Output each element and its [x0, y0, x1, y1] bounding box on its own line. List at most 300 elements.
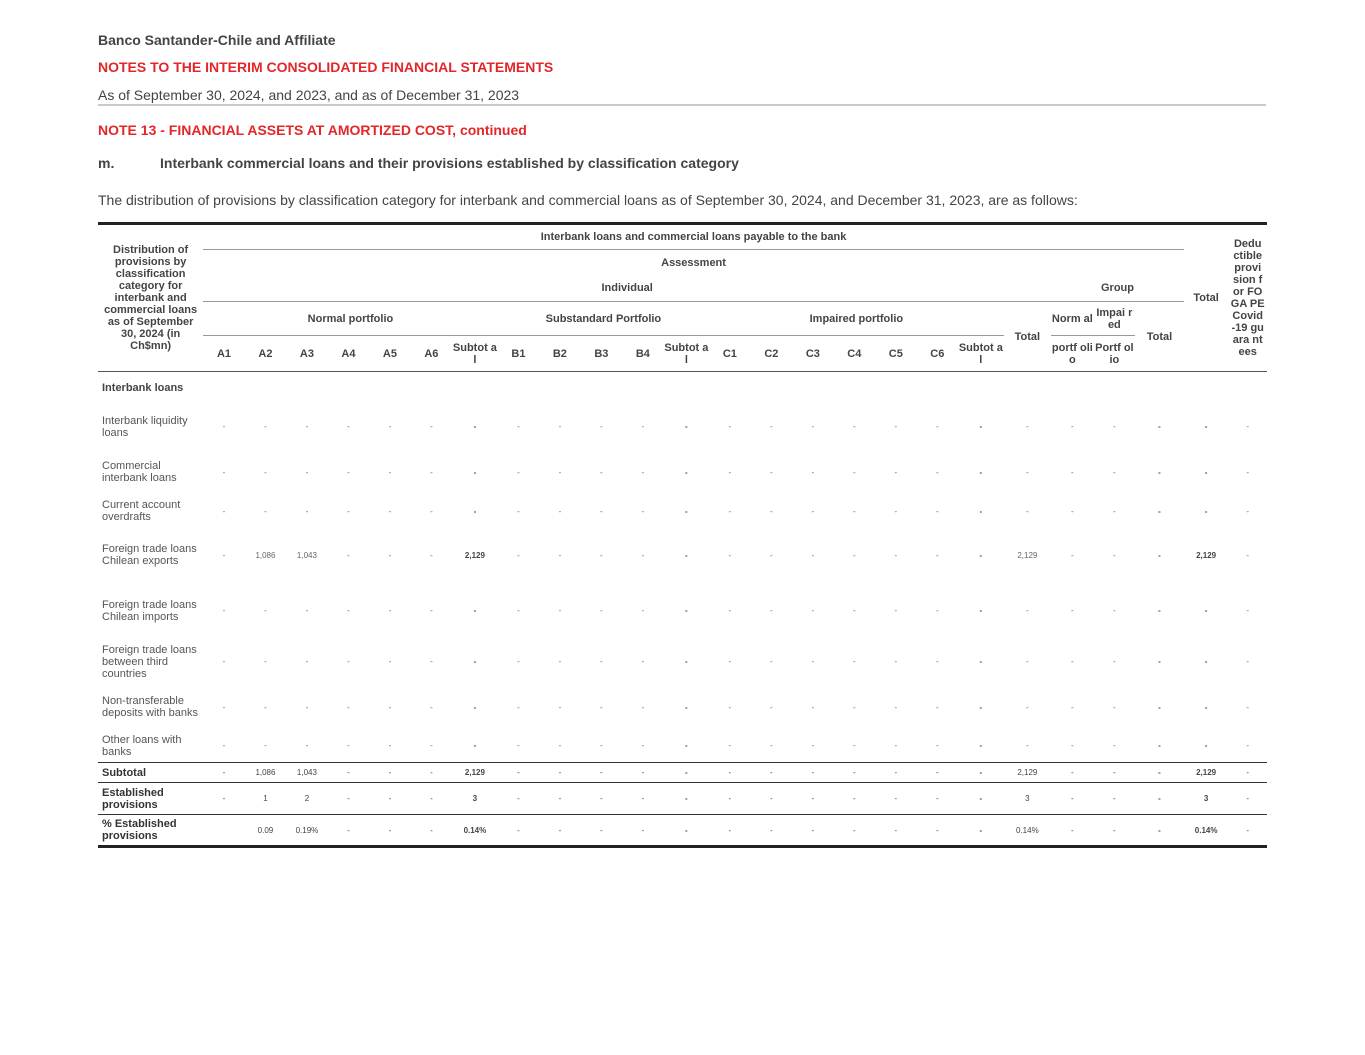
table-cell: -	[709, 815, 750, 847]
table-cell: -	[853, 550, 856, 560]
table-cell: -	[430, 550, 433, 560]
table-cell: -	[664, 763, 710, 783]
table-cell: 0.14%	[1004, 815, 1052, 847]
table-cell: -	[305, 606, 309, 615]
table-cell: -	[473, 657, 477, 666]
table-cell: -	[1071, 467, 1074, 477]
table-cell: -	[430, 467, 433, 477]
table-cell: -	[1051, 763, 1094, 783]
table-cell: -	[1071, 550, 1074, 560]
col-header: A1	[203, 336, 244, 372]
table-cell: -	[853, 702, 856, 712]
table-row	[98, 730, 1267, 763]
table-cell: -	[728, 606, 732, 615]
table-cell: -	[1135, 815, 1184, 847]
table-cell: -	[1158, 741, 1161, 751]
table-cell: -	[1113, 741, 1116, 751]
table-cell: -	[728, 657, 732, 666]
table-row	[98, 450, 1267, 495]
col-header: Subtot al	[958, 336, 1004, 372]
table-cell: -	[811, 741, 815, 751]
table-cell: -	[305, 741, 309, 751]
table-cell: -	[894, 422, 898, 431]
table-cell: -	[1246, 702, 1250, 712]
table-cell: -	[388, 741, 392, 751]
table-cell: -	[811, 550, 815, 560]
table-cell: -	[894, 702, 898, 712]
table-cell: -	[894, 506, 898, 516]
table-cell: -	[347, 467, 350, 477]
table-cell: -	[853, 657, 856, 666]
table-cell: -	[264, 606, 267, 615]
table-cell: -	[685, 550, 688, 560]
header-group-total: Total	[1135, 302, 1184, 372]
table-cell: -	[979, 741, 983, 751]
col-header: portf olio	[1051, 336, 1094, 372]
table-cell: -	[305, 467, 309, 477]
table-cell: -	[853, 422, 856, 431]
table-cell: -	[1228, 783, 1267, 815]
table-cell: -	[709, 763, 750, 783]
table-cell: -	[853, 741, 856, 751]
header-group: Group	[1051, 276, 1184, 302]
table-cell: -	[1158, 422, 1161, 431]
table-cell: -	[558, 606, 562, 615]
table-cell: -	[264, 467, 267, 477]
table-cell: -	[473, 422, 477, 431]
table-cell: -	[622, 783, 663, 815]
col-header: A4	[328, 336, 369, 372]
table-cell: -	[685, 606, 688, 615]
table-cell: -	[558, 657, 562, 666]
table-cell: -	[979, 550, 983, 560]
table-cell: 3	[452, 783, 498, 815]
section-label: Interbank loans	[102, 381, 184, 394]
table-cell: -	[770, 606, 773, 615]
table-cell: -	[539, 763, 580, 783]
row-label: % Established provisions	[98, 815, 203, 847]
table-cell: -	[834, 815, 875, 847]
table-cell: -	[728, 506, 732, 516]
table-cell: -	[305, 657, 309, 666]
intro-paragraph: The distribution of provisions by classification category for interbank and commercial loans as of September 30, 2024, and December 31, 2023, are as follows:	[98, 192, 1078, 208]
table-cell: -	[935, 606, 939, 615]
table-cell: -	[1071, 741, 1074, 751]
table-cell: 2,129	[1017, 550, 1038, 560]
table-cell: -	[751, 815, 792, 847]
table-cell: -	[203, 763, 244, 783]
table-cell: -	[222, 657, 226, 666]
table-cell: -	[641, 467, 645, 477]
table-cell: -	[411, 783, 452, 815]
table-cell: -	[770, 657, 773, 666]
table-cell: -	[875, 763, 916, 783]
table-cell: 2,129	[464, 550, 485, 560]
table-cell: -	[222, 550, 226, 560]
table-cell: -	[1094, 763, 1135, 783]
row-label: Non-transferable deposits with banks	[102, 695, 198, 719]
header-substandard-portfolio: Substandard Portfolio	[498, 302, 709, 336]
table-cell: -	[728, 467, 732, 477]
table-cell: -	[685, 657, 688, 666]
table-cell: -	[1158, 550, 1161, 560]
table-cell: -	[811, 702, 815, 712]
section-spacer	[203, 372, 1267, 404]
header-divider	[98, 104, 1266, 106]
table-cell: -	[1158, 702, 1161, 712]
table-cell: -	[770, 702, 773, 712]
table-cell: -	[641, 422, 645, 431]
table-cell: -	[917, 815, 958, 847]
table-cell: 2,129	[1004, 763, 1052, 783]
table-cell: -	[1071, 506, 1074, 516]
row-label: Current account overdrafts	[102, 499, 181, 523]
table-cell: -	[1228, 815, 1267, 847]
row-label: Other loans with banks	[102, 733, 182, 758]
table-cell: -	[305, 422, 309, 431]
table-cell: -	[875, 815, 916, 847]
table-cell: -	[581, 763, 622, 783]
table-cell: -	[770, 741, 773, 751]
table-cell: -	[517, 657, 520, 666]
table-cell: -	[222, 422, 226, 431]
table-cell: -	[1158, 467, 1161, 477]
table-cell: -	[581, 815, 622, 847]
table-cell: -	[517, 467, 520, 477]
table-cell: -	[1026, 422, 1029, 431]
table-cell: -	[1071, 422, 1074, 431]
table-cell: -	[430, 657, 433, 666]
table-cell: -	[347, 506, 350, 516]
table-cell: -	[305, 702, 309, 712]
table-cell: -	[517, 702, 520, 712]
table-row	[98, 763, 1267, 783]
table-cell: -	[853, 506, 856, 516]
table-cell: -	[1158, 657, 1161, 666]
table-cell: -	[1246, 741, 1250, 751]
header-normal-portfolio: Normal portfolio	[203, 302, 497, 336]
table-cell: -	[664, 815, 710, 847]
table-cell: -	[811, 657, 815, 666]
table-row	[98, 639, 1267, 685]
table-cell: -	[264, 506, 267, 516]
table-cell: -	[685, 467, 688, 477]
table-cell: -	[935, 467, 939, 477]
table-cell: -	[1246, 422, 1250, 431]
table-cell: -	[1071, 657, 1074, 666]
table-cell: -	[792, 763, 833, 783]
table-cell: -	[853, 467, 856, 477]
section-title: Interbank commercial loans and their provisions established by classification category	[160, 155, 739, 171]
table-cell: -	[222, 741, 226, 751]
table-cell: -	[1113, 702, 1116, 712]
table-cell: -	[388, 702, 392, 712]
table-cell: -	[894, 657, 898, 666]
as-of-date: As of September 30, 2024, and 2023, and as of December 31, 2023	[98, 87, 520, 103]
table-cell: -	[728, 702, 732, 712]
table-cell: -	[1026, 702, 1029, 712]
table-cell: -	[1204, 702, 1208, 712]
table-cell: -	[473, 702, 477, 712]
table-cell: -	[894, 606, 898, 615]
table-cell: -	[473, 467, 477, 477]
table-cell: -	[328, 783, 369, 815]
table-cell: -	[728, 422, 732, 431]
table-cell: -	[600, 550, 603, 560]
table-cell: -	[770, 550, 773, 560]
table-cell: -	[853, 606, 856, 615]
table-cell: -	[517, 506, 520, 516]
table-cell: -	[979, 702, 983, 712]
table-cell: -	[1094, 815, 1135, 847]
col-header: C2	[751, 336, 792, 372]
table-cell: -	[641, 550, 645, 560]
table-cell: -	[347, 550, 350, 560]
table-cell: -	[264, 657, 267, 666]
table-cell: -	[935, 741, 939, 751]
table-cell: -	[1228, 763, 1267, 783]
table-cell: -	[1246, 657, 1250, 666]
table-cell: -	[517, 422, 520, 431]
table-cell: -	[581, 783, 622, 815]
table-cell: -	[894, 467, 898, 477]
table-row	[98, 528, 1267, 583]
table-cell: -	[430, 606, 433, 615]
table-cell: -	[641, 506, 645, 516]
table-cell: 0.14%	[1184, 815, 1229, 847]
table-cell: -	[1113, 422, 1116, 431]
header-total: Total	[1184, 224, 1229, 372]
table-cell: -	[958, 783, 1004, 815]
table-cell: -	[473, 506, 477, 516]
table-cell: -	[388, 422, 392, 431]
header-impaired-portfolio: Impaired portfolio	[709, 302, 1003, 336]
col-header: A3	[286, 336, 327, 372]
table-cell: -	[811, 422, 815, 431]
table-row	[98, 583, 1267, 639]
table-cell: -	[751, 763, 792, 783]
table-cell: -	[1113, 606, 1116, 615]
table-cell: -	[347, 422, 350, 431]
table-cell: -	[264, 741, 267, 751]
table-cell: -	[792, 783, 833, 815]
col-header: Portf olio	[1094, 336, 1135, 372]
table-cell: -	[1026, 606, 1029, 615]
table-cell: -	[558, 702, 562, 712]
table-cell: -	[875, 783, 916, 815]
table-cell: -	[1204, 741, 1208, 751]
table-cell: 0.19%	[286, 815, 327, 847]
table-cell: -	[264, 422, 267, 431]
table-cell: -	[811, 467, 815, 477]
table-cell: -	[751, 783, 792, 815]
table-cell: -	[979, 467, 983, 477]
col-header: B4	[622, 336, 663, 372]
table-cell: -	[558, 422, 562, 431]
row-label: Established provisions	[98, 783, 203, 815]
row-label: Commercial interbank loans	[102, 460, 177, 484]
header-group-normal: Norm al	[1051, 302, 1094, 336]
notes-title: NOTES TO THE INTERIM CONSOLIDATED FINANCIAL STATEMENTS	[98, 59, 554, 75]
col-header: A6	[411, 336, 452, 372]
table-cell: -	[517, 550, 520, 560]
table-cell: -	[411, 815, 452, 847]
table-cell: -	[430, 741, 433, 751]
table-cell: -	[1113, 467, 1116, 477]
table-cell: -	[685, 741, 688, 751]
table-cell: -	[347, 606, 350, 615]
table-cell: -	[558, 467, 562, 477]
table-cell: 2,129	[1196, 550, 1217, 560]
header-deductible-provision: Dedu ctible provi sion for FOGA PE Covid -19 guara ntees	[1228, 224, 1267, 372]
table-cell: -	[834, 783, 875, 815]
table-cell: -	[473, 741, 477, 751]
table-cell: -	[498, 763, 539, 783]
table-cell: -	[935, 422, 939, 431]
table-cell: -	[1026, 741, 1029, 751]
table-cell: -	[539, 783, 580, 815]
table-row	[98, 404, 1267, 450]
table-cell: -	[641, 702, 645, 712]
table-cell: -	[770, 467, 773, 477]
table-cell: -	[388, 657, 392, 666]
row-label: Foreign trade loans Chilean exports	[102, 543, 197, 567]
table-cell: -	[305, 506, 309, 516]
table-cell: -	[979, 422, 983, 431]
table-cell: -	[917, 763, 958, 783]
table-cell: -	[728, 550, 732, 560]
col-header: A2	[245, 336, 286, 372]
col-header: A5	[369, 336, 410, 372]
table-cell: -	[600, 606, 603, 615]
table-cell: -	[811, 606, 815, 615]
table-cell: -	[1204, 657, 1208, 666]
table-cell: 2,129	[1184, 763, 1229, 783]
col-header: B1	[498, 336, 539, 372]
table-cell: -	[498, 815, 539, 847]
col-header: C5	[875, 336, 916, 372]
header-individual: Individual	[203, 276, 1051, 302]
table-cell: -	[811, 506, 815, 516]
header-assessment: Assessment	[661, 256, 726, 269]
table-cell: -	[935, 657, 939, 666]
header-interbank-loans: Interbank loans and commercial loans payable to the bank	[203, 224, 1184, 250]
table-cell: -	[1204, 467, 1208, 477]
table-cell: -	[388, 606, 392, 615]
table-cell: -	[979, 506, 983, 516]
table-cell: -	[347, 702, 350, 712]
table-cell: 0.09	[245, 815, 286, 847]
table-cell: -	[600, 467, 603, 477]
row-label: Foreign trade loans between third countries	[102, 643, 197, 680]
table-cell: -	[641, 657, 645, 666]
table-cell: -	[834, 763, 875, 783]
header-individual-total: Total	[1004, 302, 1052, 372]
table-cell: -	[1051, 783, 1094, 815]
col-header: C6	[917, 336, 958, 372]
table-cell: -	[430, 702, 433, 712]
table-cell: 1,043	[286, 763, 327, 783]
table-cell: -	[935, 702, 939, 712]
table-cell: -	[792, 815, 833, 847]
table-cell: -	[600, 741, 603, 751]
table-cell: -	[958, 763, 1004, 783]
table-cell: -	[728, 741, 732, 751]
table-cell: -	[347, 741, 350, 751]
table-cell: -	[935, 550, 939, 560]
table-cell: -	[622, 763, 663, 783]
table-cell: -	[770, 422, 773, 431]
table-cell: -	[1246, 606, 1250, 615]
table-cell: -	[539, 815, 580, 847]
table-cell: -	[222, 606, 226, 615]
table-cell: -	[641, 606, 645, 615]
col-header: B3	[581, 336, 622, 372]
table-cell: -	[600, 657, 603, 666]
table-cell: 0.14%	[452, 815, 498, 847]
table-cell: 2	[286, 783, 327, 815]
col-header: B2	[539, 336, 580, 372]
table-cell: -	[498, 783, 539, 815]
table-cell: -	[1113, 550, 1116, 560]
stub-header: Distribution of provisions by classification category for interbank and commercial loans as of September 30, 2024 (in Ch$mn)	[98, 224, 203, 372]
company-name: Banco Santander-Chile and Affiliate	[98, 32, 336, 48]
table-cell: -	[430, 422, 433, 431]
table-cell: -	[1204, 506, 1208, 516]
table-cell: 3	[1184, 783, 1229, 815]
row-label: Foreign trade loans Chilean imports	[102, 598, 197, 623]
col-header: C1	[709, 336, 750, 372]
row-label: Interbank liquidity loans	[102, 414, 188, 439]
table-cell: -	[1158, 506, 1161, 516]
section-row	[98, 372, 1267, 404]
table-row	[98, 685, 1267, 730]
table-cell: -	[600, 702, 603, 712]
table-cell: -	[622, 815, 663, 847]
table-cell: -	[222, 506, 226, 516]
table-cell: -	[369, 783, 410, 815]
table-cell: -	[917, 783, 958, 815]
table-cell: -	[517, 741, 520, 751]
table-cell: -	[979, 606, 983, 615]
table-cell: -	[517, 606, 520, 615]
table-cell: 1,043	[296, 550, 317, 560]
table-cell: -	[558, 550, 562, 560]
table-cell	[203, 815, 244, 847]
table-cell: -	[430, 506, 433, 516]
table-row	[98, 495, 1267, 528]
row-label: Subtotal	[98, 763, 203, 783]
col-header: C3	[792, 336, 833, 372]
table-cell: -	[1204, 606, 1208, 615]
table-cell: -	[1026, 467, 1029, 477]
col-header: Subtot al	[452, 336, 498, 372]
table-cell: 1,086	[245, 763, 286, 783]
table-cell: -	[388, 467, 392, 477]
table-cell: -	[1071, 702, 1074, 712]
table-cell: -	[1246, 550, 1250, 560]
table-cell: -	[935, 506, 939, 516]
col-header: C4	[834, 336, 875, 372]
table-cell: -	[388, 550, 392, 560]
table-cell: -	[894, 741, 898, 751]
table-cell: 2,129	[452, 763, 498, 783]
table-cell: -	[1158, 606, 1161, 615]
table-cell: -	[222, 702, 226, 712]
table-cell: -	[1135, 763, 1184, 783]
table-row	[98, 783, 1267, 815]
table-cell: -	[770, 506, 773, 516]
